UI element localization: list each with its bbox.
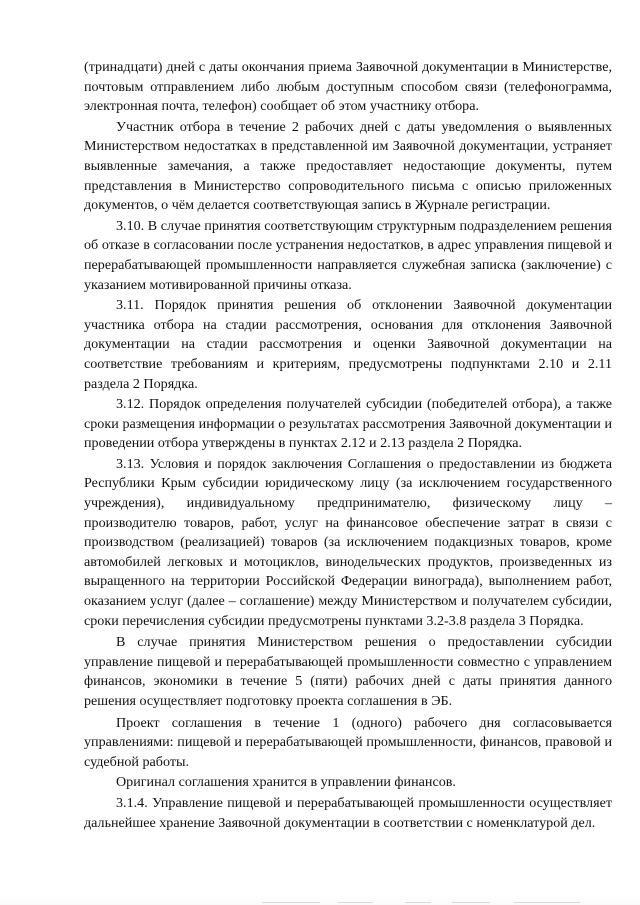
scan-artifact <box>338 902 373 903</box>
document-body <box>84 58 612 833</box>
paragraph-3-11: 3.11. Порядок принятия решения об отклонении Заявочной документации участника отбора на стадии рассмотрения, основания для отклонения Заявочной документации на стадии рассмотрения и оценки Заявочной документации на соответствие требованиям и критериям, предусмотрены подпунктами 2.10 и 2.11 раздела 2 Порядка. <box>84 297 612 392</box>
paragraph-3-13: 3.13. Условия и порядок заключения Соглашения о предоставлении из бюджета Республики Крым субсидии юридическому лицу (за исключением государственного учреждения), индивидуальному предпринимателю, физическому лицу – производителю товаров, работ, услуг на финансовое обеспечение затрат в связи с производством (реализацией) товаров (за исключением подакцизных товаров, кроме автомобилей легковых и мотоциклов, винодельческих продуктов, произведенных из выращенного на территории Российской Федерации винограда), выполнением работ, оказанием услуг (далее – соглашение) между Министерством и получателем субсидии, сроки перечисления субсидии предусмотрены пунктами 3.2-3.8 раздела 3 Порядка. <box>84 455 612 629</box>
scan-artifact <box>514 902 580 903</box>
paragraph-subsidy-decision: В случае принятия Министерством решения о предоставлении субсидии управление пищевой и перерабатывающей промышленности совместно с управлением финансов, экономики в течение 5 (пяти) рабочих дней с даты принятия данного решения осуществляет подготовку проекта соглашения в ЭБ. <box>84 634 612 709</box>
paragraph-original-storage: Оригинал соглашения хранится в управлении финансов. <box>116 774 456 791</box>
paragraph-participant-deficiencies: Участник отбора в течение 2 рабочих дней с даты уведомления о выявленных Министерством недостатках в представленной им Заявочной документации, устраняет выявленные замечания, а также предоставляет недостающие документы, путем представления в Министерство сопроводительного письма с описью приложенных документов, о чём делается соответствующая запись в Журнале регистрации. <box>84 118 612 214</box>
scan-bottom-strip <box>0 895 640 905</box>
paragraph-3-10: 3.10. В случае принятия соответствующим структурным подразделением решения об отказе в согласовании после устранения недостатков, в адрес управления пищевой и перерабатывающей промышленности направляется служебная записка (заключение) с указанием мотивированной причины отказа. <box>84 217 612 293</box>
scan-artifact <box>405 902 431 903</box>
paragraph-notification-continuation: (тринадцати) дней с даты окончания приема Заявочной документации в Министерстве, почтовым отправлением либо любым доступным способом связи (телефонограмма, электронная почта, телефон) сообщает об этом участнику отбора. <box>84 59 612 115</box>
paragraph-3-12: 3.12. Порядок определения получателей субсидии (победителей отбора), а также сроки размещения информации о результатах рассмотрения Заявочной документации и проведении отбора утверждены в пунктах 2.12 и 2.13 раздела 2 Порядка. <box>84 396 612 452</box>
paragraph-agreement-approval: Проект соглашения в течение 1 (одного) рабочего дня согласовывается управлениями: пищевой и перерабатывающей промышленности, финансов, правовой и судебной работы. <box>84 714 612 770</box>
scan-artifact <box>452 902 490 903</box>
paragraph-3-1-4: 3.1.4. Управление пищевой и перерабатывающей промышленности осуществляет дальнейшее хранение Заявочной документации в соответствии с номенклатурой дел. <box>84 794 612 831</box>
scan-artifact <box>262 902 320 903</box>
